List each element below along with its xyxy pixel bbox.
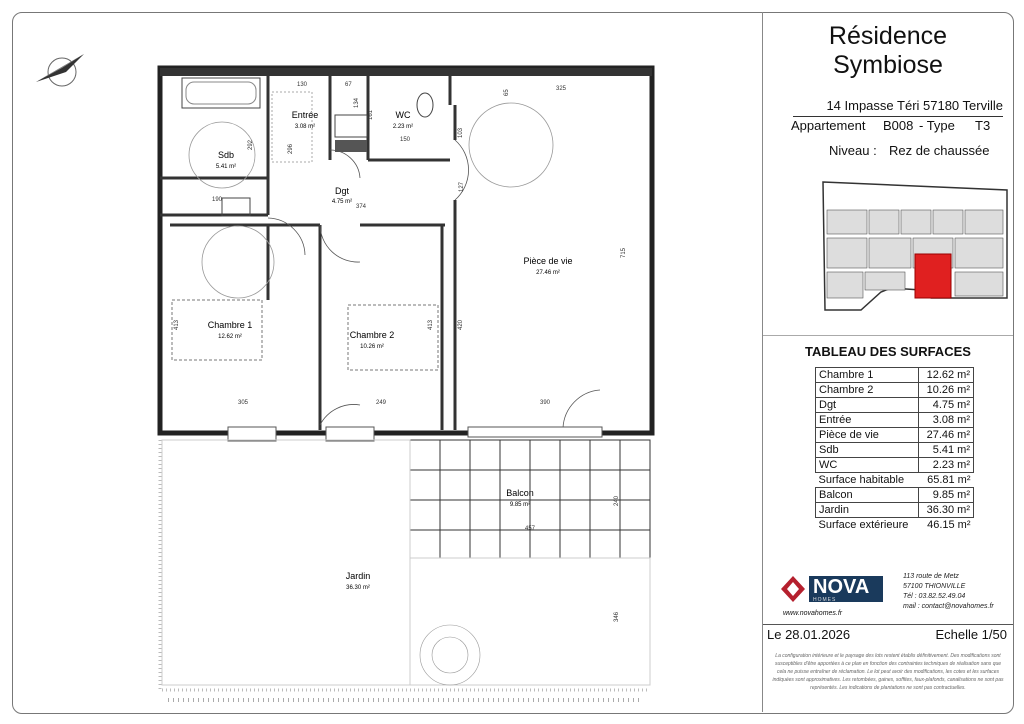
plan-area-wc: 2.23 m² [392,124,414,130]
surface-row [816,383,974,398]
plan-scale: Echelle 1/50 [935,627,1007,642]
dim-label: 292 [248,139,254,150]
dim-label: 240 [614,495,620,506]
plan-date: Le 28.01.2026 [767,627,851,642]
surface-row [816,503,974,518]
project-title [763,22,1013,80]
plan-label-balcon: Balcon [506,488,534,498]
shrub-icon [420,625,480,685]
surface-area: 3.08 m² [919,413,974,428]
surface-total-row [816,473,974,488]
surface-name: Dgt [816,398,919,413]
surface-name: Chambre 1 [816,368,919,383]
surfaces-table-title: TABLEAU DES SURFACES [763,335,1013,359]
surface-name: Chambre 2 [816,383,919,398]
level-label: Niveau : [829,143,877,158]
dim-label: 161 [368,109,374,120]
electrical-panel [335,140,367,152]
nova-logo [779,572,885,606]
surface-row [816,443,974,458]
washing-machine [335,115,367,137]
logo-subtext: HOMES [813,597,837,603]
apartment-number: B008 [883,118,914,133]
plan-area-dgt: 4.75 m² [331,199,353,205]
exterior-wall [160,68,652,433]
surface-name: Jardin [816,503,919,518]
surface-row [816,368,974,383]
contact-address-1: 113 route de Metz [903,573,959,580]
apartment-type: T3 [975,118,991,133]
plan-label-piece-de-vie: Pièce de vie [523,256,573,266]
surface-name: Pièce de vie [816,428,919,443]
dim-label: 715 [621,247,627,258]
surface-row [816,458,974,473]
dim-label: 305 [238,400,249,406]
surface-area: 10.26 m² [919,383,974,398]
apartment-type-label: - Type [919,118,955,133]
plan-area-entree: 3.08 m² [294,124,316,130]
surface-area: 4.75 m² [919,398,974,413]
dim-label: 420 [458,319,464,330]
dim-label: 130 [297,82,308,88]
surface-row [816,428,974,443]
surface-area: 27.46 m² [919,428,974,443]
dim-label: 67 [345,82,352,88]
toilet [417,93,433,117]
surface-total-row [816,518,974,533]
dim-label: 249 [376,400,387,406]
dim-label: 103 [458,127,464,138]
title-line-2: Symbiose [833,51,943,79]
surface-name: Sdb [816,443,919,458]
plan-label-dgt: Dgt [334,186,350,196]
project-address: 14 Impasse Téri 57180 Terville [793,98,1003,117]
surface-name: Surface habitable [818,474,905,486]
dim-label: 127 [459,181,465,192]
surface-area: 9.85 m² [919,488,974,503]
surface-area: 46.15 m² [927,519,971,531]
plan-area-jardin: 36.30 m² [346,585,370,591]
surface-name: Entrée [816,413,919,428]
highlighted-apartment [915,254,951,298]
dim-label: 457 [525,526,536,532]
surface-row [816,398,974,413]
surface-name: Surface extérieure [818,519,909,531]
dim-label: 190 [212,197,223,203]
dim-label: 413 [174,319,180,330]
garden-area [160,440,650,700]
dim-label: 374 [356,204,367,210]
plan-area-sdb: 5.41 m² [215,164,237,170]
top-wall [160,68,652,76]
dim-label: 413 [428,319,434,330]
dim-label: 134 [354,97,360,108]
plan-area-chambre-1: 12.62 m² [218,334,242,340]
dim-label: 65 [504,89,510,96]
surface-name: Balcon [816,488,919,503]
plan-label-jardin: Jardin [345,571,371,581]
footer-row [763,624,1013,647]
company-website: www.novahomes.fr [783,610,843,617]
surface-area: 2.23 m² [919,458,974,473]
door-swings [268,140,600,428]
apartment-label: Appartement [791,118,866,133]
title-line-1: Résidence [828,22,948,50]
plan-label-chambre-2: Chambre 2 [349,330,395,340]
dim-label: 390 [540,400,551,406]
company-contact [903,572,994,612]
dim-label: 325 [556,86,567,92]
level-value: Rez de chaussée [889,143,990,158]
surface-name: WC [816,458,919,473]
plan-area-balcon: 9.85 m² [509,502,531,508]
plan-area-chambre-2: 10.26 m² [360,344,384,350]
surface-row [816,488,974,503]
logo-text: NOVA [813,576,870,598]
surface-area: 5.41 m² [919,443,974,458]
dim-label: 296 [288,143,294,154]
surface-area: 12.62 m² [919,368,974,383]
surface-area: 65.81 m² [927,474,971,486]
title-block [762,12,1013,712]
surface-row [816,413,974,428]
sink [222,198,250,216]
dim-label: 346 [614,611,620,622]
dim-label: 150 [400,137,411,143]
surfaces-table [815,367,974,532]
plan-area-piece-de-vie: 27.46 m² [536,270,560,276]
contact-phone: Tél : 03.82.52.49.04 [903,593,966,600]
location-minimap [821,180,1009,320]
plan-label-sdb: Sdb [217,150,235,160]
plan-label-wc: WC [395,110,411,120]
plan-label-entree: Entrée [291,110,319,120]
contact-mail: mail : contact@novahomes.fr [903,603,994,610]
surface-area: 36.30 m² [919,503,974,518]
contact-address-2: 57100 THIONVILLE [903,583,966,590]
turning-circles [189,103,553,298]
legal-disclaimer: La configuration intérieure et le paysage des lots restent établis définitivement. Des modifications sont susceptibles d'être apportées à ce plan en fonction des contraintes techniques de réalisation sans que cela ne puisse entraîner de réclamation. Le lot peut avoir des modifications, les cotes et les surfaces indiquées sont approximatives. Les retombées, gaines, soffites, faux-plafonds, canalisations ne sont pas représentés. Les indications de plantations ne sont pas contractuelles. [772,653,1004,691]
bed-chambre-1 [172,300,262,360]
dimension-labels [174,82,627,622]
plan-label-chambre-1: Chambre 1 [207,320,253,330]
north-compass-icon [36,54,84,86]
